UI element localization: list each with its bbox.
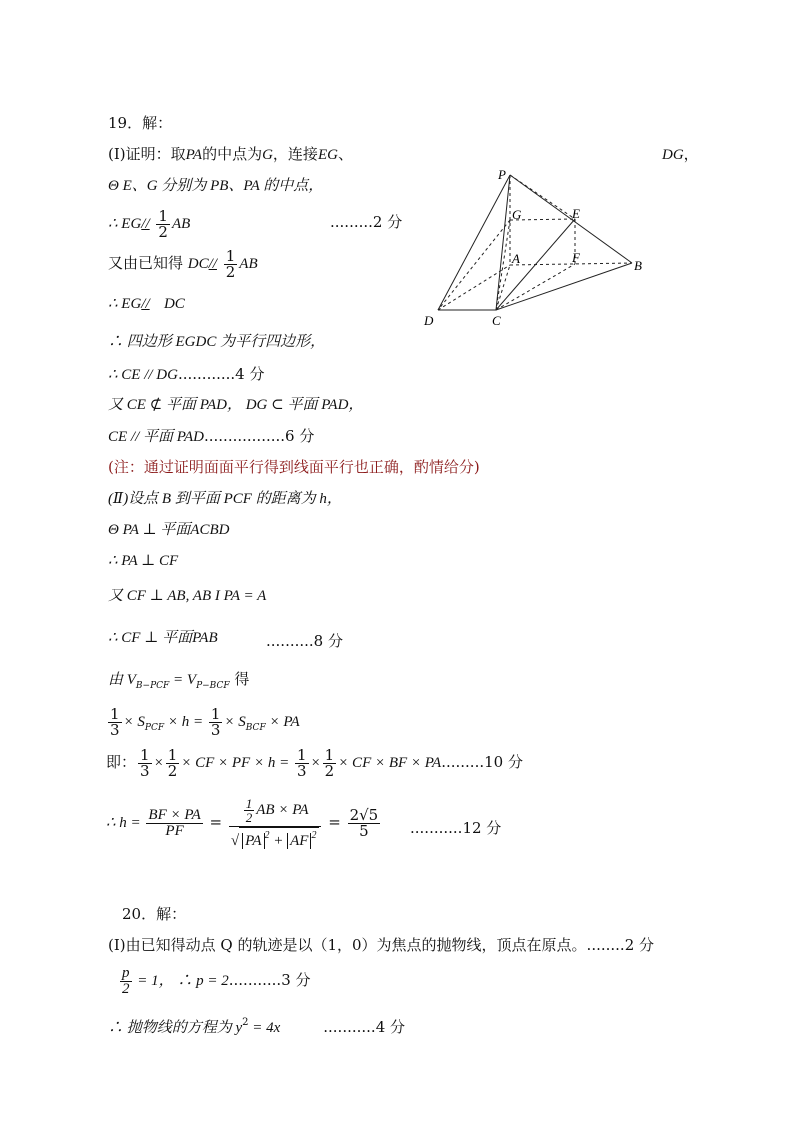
q19-line18: ∴ h = $\frac{BF \times PA}{PF}$ = $\frac{1}{2}$ AB × PA √ PA $^2$ + AF $^2$ = $\frac{2√5}{5}$ [106, 796, 379, 849]
label-B: B [634, 258, 642, 273]
label-C: C [492, 313, 501, 328]
q19-line4: 又由已知得 DC// $\frac{1}{2}$ AB [108, 246, 258, 281]
fraction-third: $\frac{1}{3}$ [296, 745, 307, 780]
q19-line2: Θ E、G 分别为 PB、PA 的中点， [108, 178, 324, 194]
q19-line12: ∴ PA ⊥ CF [108, 553, 179, 569]
q20-line2: $\frac{p}{2}$ = 1， ∴ p = 2...........3 分 [122, 964, 311, 997]
q20-line1: (Ⅰ)由已知得动点 Q 的轨迹是以（1，0）为焦点的抛物线，顶点在原点。........2 分 [108, 936, 655, 954]
pyramid-figure [410, 165, 650, 335]
label-P: P [498, 167, 506, 182]
q19-part2: (Ⅱ)设点 B 到平面 PCF 的距离为 h， [108, 491, 342, 507]
q19-line3: ∴ EG// $\frac{1}{2}$ AB [108, 206, 191, 241]
label-F: F [572, 250, 580, 265]
fraction-half: $\frac{1}{2}$ [225, 246, 236, 281]
fraction-third: $\frac{1}{3}$ [140, 745, 150, 780]
q19-line13: 又 CF ⊥ AB, AB I PA = A [108, 588, 267, 604]
q19-part1-dg: DG， [662, 145, 699, 163]
label-E: E [572, 206, 580, 221]
q19-line17: 即： $\frac{1}{3}$ × $\frac{1}{2}$ × CF × PF × h = $\frac{1}{3}$ × $\frac{1}{2}$ × CF × BF × PA.........10 分 [106, 745, 523, 780]
q19-line14: ∴ CF ⊥ 平面PAB [108, 630, 218, 646]
q19-line14-score: ..........8 分 [266, 632, 343, 650]
q19-line5: ∴ EG// DC [108, 296, 185, 312]
label-A: A [512, 251, 520, 266]
q19-line9: CE // 平面 PAD.................6 分 [108, 427, 315, 445]
q19-line16: $\frac{1}{3}$ × $S_{PCF} \times h$ = $\frac{1}{3}$ × $S_{BCF}$ × PA [110, 704, 300, 739]
q19-line8: 又 CE ⊄ 平面 PAD， DG ⊂ 平面 PAD， [108, 397, 364, 413]
fraction-result: $\frac{2√5}{5}$ [349, 805, 379, 840]
fraction-p-half: $\frac{p}{2}$ [122, 964, 130, 997]
q19-line6: ∴ 四边形 EGDC 为平行四边形， [108, 334, 326, 350]
q19-line7: ∴ CE // DG............4 分 [108, 365, 265, 383]
q19-note: (注：通过证明面面平行得到线面平行也正确，酌情给分) [108, 458, 480, 476]
q20-heading: 20．解： [122, 905, 187, 923]
fraction-bfpa-pf: $\frac{BF \times PA}{PF}$ [148, 806, 201, 839]
q19-part1-line: (Ⅰ)证明：取PA的中点为G，连接EG、 [108, 145, 353, 163]
fraction-half: $\frac{1}{2}$ [167, 745, 178, 780]
fraction-main: $\frac{1}{2}$ AB × PA √ PA $^2$ + AF $^2$ [229, 797, 322, 849]
q19-line15: 由 $V_{B-PCF} = V_{P-BCF}$ 得 [108, 670, 250, 691]
fraction-third: $\frac{1}{3}$ [110, 704, 120, 739]
fraction-half: $\frac{1}{2}$ [324, 745, 335, 780]
fraction-third: $\frac{1}{3}$ [210, 704, 221, 739]
q19-heading: 19．解： [108, 114, 173, 132]
label-D: D [424, 313, 434, 328]
label-G: G [512, 207, 522, 222]
q19-line11: Θ PA ⊥ 平面ACBD [108, 522, 230, 538]
q20-line3: ∴ 抛物线的方程为 $y^2 = 4x$ ...........4 分 [108, 1017, 406, 1036]
fraction-half: $\frac{1}{2}$ [158, 206, 168, 241]
q19-line18-score: ...........12 分 [410, 819, 502, 837]
q19-line3-score: .........2 分 [330, 213, 403, 231]
